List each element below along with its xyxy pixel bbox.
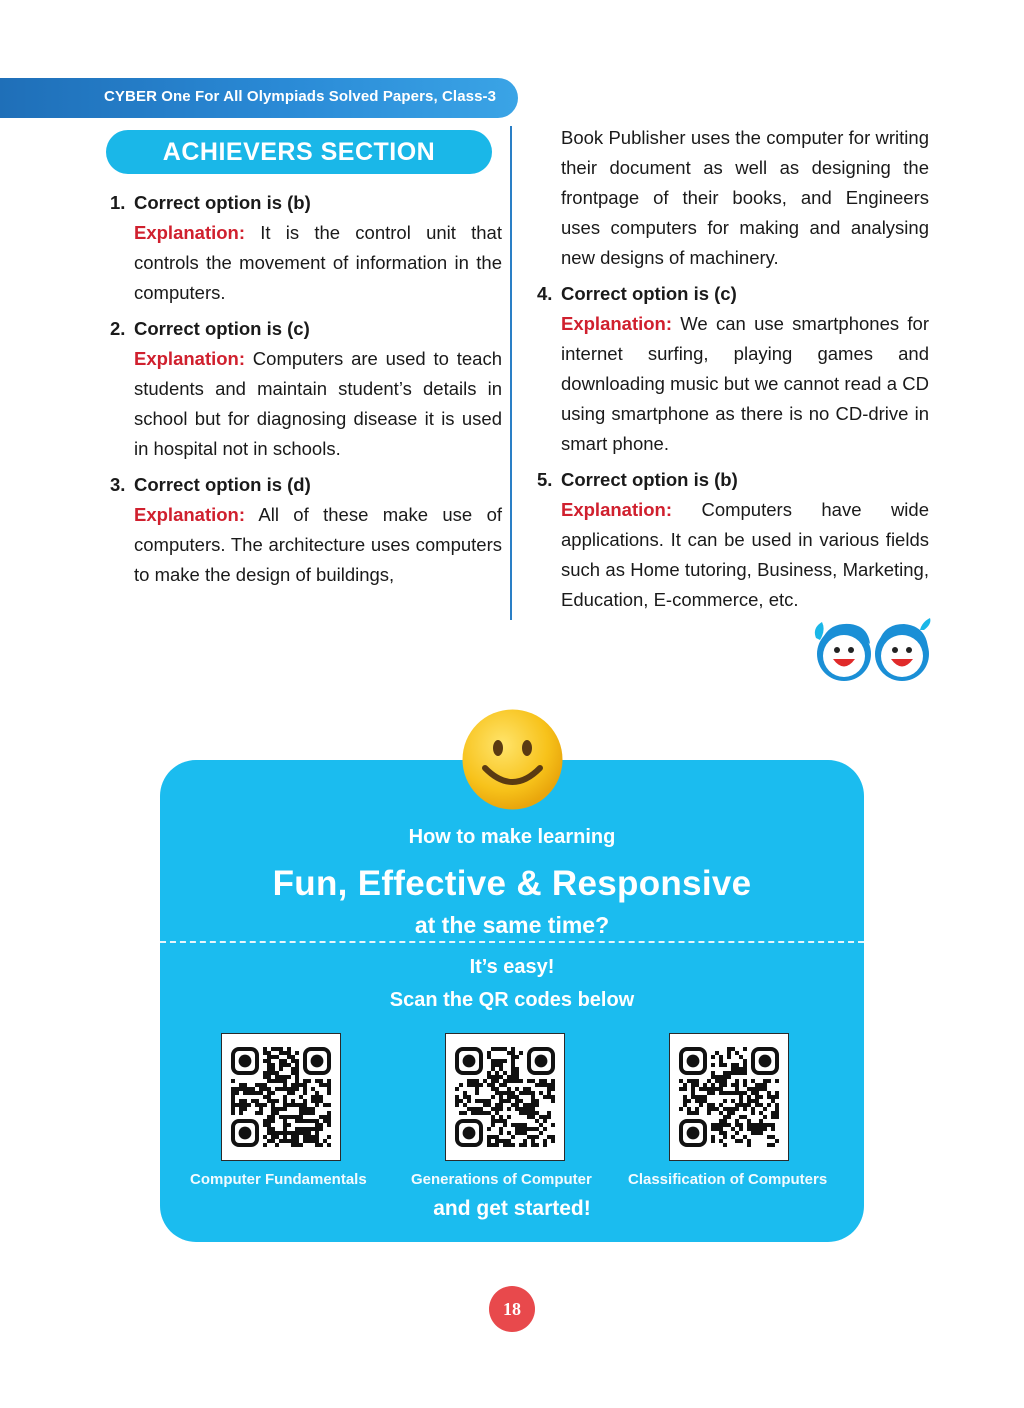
explanation-label: Explanation: [134, 504, 246, 525]
answer-item-1 [110, 188, 502, 308]
answer-item-2 [110, 314, 502, 464]
answer-number: 5. [537, 469, 553, 490]
answer-text: Correct option is (d) [134, 474, 311, 495]
answers-column-right [537, 123, 929, 621]
qr-code-icon[interactable] [445, 1033, 565, 1161]
page-number: 18 [489, 1286, 535, 1332]
answer-item-5 [537, 465, 929, 615]
answer-explanation [134, 344, 502, 464]
answers-column-left [110, 188, 502, 596]
answer-number: 4. [537, 283, 553, 304]
explanation-text: Computers are used to teach students and maintain student’s details in school but for diagnosing disease it is used in hospital not in schools. [134, 348, 502, 459]
answer-number: 2. [110, 318, 126, 339]
answer-text: Correct option is (b) [561, 469, 738, 490]
column-divider [510, 126, 512, 620]
smiley-face-icon [461, 708, 564, 811]
qr-label: Generations of Computer [411, 1171, 592, 1188]
explanation-text: It is the control unit that controls the movement of information in the computers. [134, 222, 502, 303]
qr-code-icon[interactable] [669, 1033, 789, 1161]
promo-box [160, 760, 864, 1242]
section-title: ACHIEVERS SECTION [106, 130, 492, 174]
explanation-label: Explanation: [561, 313, 673, 334]
explanation-text: We can use smartphones for internet surfing, playing games and downloading music but we cannot read a CD using smartphone as there is no CD-drive in smart phone. [561, 313, 929, 454]
promo-scan: Scan the QR codes below [389, 989, 635, 1011]
promo-easy: It’s easy! [469, 956, 555, 978]
promo-title: Fun, Effective & Responsive [272, 864, 752, 903]
qr-label: Classification of Computers [628, 1171, 828, 1188]
explanation-label: Explanation: [561, 499, 673, 520]
answer-explanation [561, 309, 929, 459]
dashed-divider [160, 941, 864, 943]
explanation-text: All of these make use of computers. The architecture uses computers to make the design of buildings, [134, 504, 502, 585]
explanation-text: Computers have wide applications. It can be used in various fields such as Home tutoring, Business, Marketing, Education, E-commerce, etc. [561, 499, 929, 610]
answer-explanation [134, 500, 502, 590]
answer-item-4 [537, 279, 929, 459]
explanation-label: Explanation: [134, 348, 246, 369]
answer-explanation [561, 495, 929, 615]
answer-number: 1. [110, 192, 126, 213]
explanation-label: Explanation: [134, 222, 246, 243]
answer-3-continuation: Book Publisher uses the computer for writing their document as well as designing the frontpage of their books, and Engineers uses computers for making and analysing new designs of machinery. [561, 127, 929, 268]
answer-text: Correct option is (c) [561, 283, 737, 304]
answer-item-3 [110, 470, 502, 590]
answer-text: Correct option is (c) [134, 318, 310, 339]
qr-label: Computer Fundamentals [190, 1171, 367, 1188]
kids-mascot-icon [812, 616, 934, 684]
answer-explanation [134, 218, 502, 308]
answer-number: 3. [110, 474, 126, 495]
qr-code-icon[interactable] [221, 1033, 341, 1161]
promo-subtitle: How to make learning [408, 826, 616, 848]
answer-text: Correct option is (b) [134, 192, 311, 213]
promo-subtitle-2: at the same time? [414, 912, 610, 938]
header-title: CYBER One For All Olympiads Solved Papers, Class-3 [104, 88, 497, 105]
promo-cta: and get started! [433, 1197, 591, 1220]
